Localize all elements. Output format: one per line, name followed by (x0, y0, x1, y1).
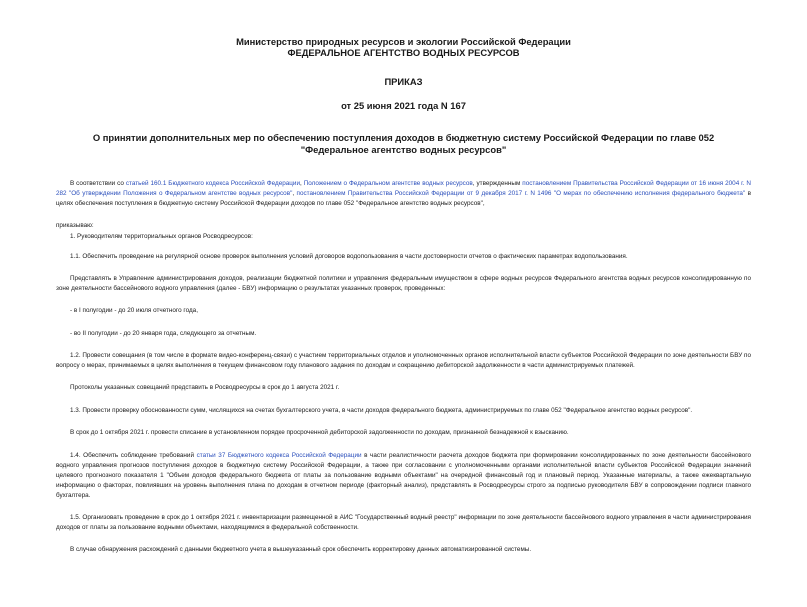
link-government-decree-282[interactable]: постановлением Правительства Российской Федерации от 16 июня 2004 г. N 282 "Об утверждении Положения о Федеральном агентстве водных ресурсов" (56, 180, 751, 197)
section-1-3: 1.3. Провести проверку обоснованности сумм, числящихся на счетах бухгалтерского учета, в части доходов федерального бюджета, администрируемых по главе 052 "Федеральное агентство водных ресурсов". (70, 407, 693, 414)
section-1-2: 1.2. Провести совещания (в том числе в формате видео-конференц-связи) с участием территориальных отделов и уполномоченных органов исполнительной власти субъектов Российской Федерации по зоне деятельности БВУ по вопросу о мерах, принимаемых в целях выполнения в текущем финансовом году планового задания по доходам и сокращению дебиторской задолженности в части администрируемых платежей. (56, 352, 751, 369)
paragraph-write-off: В срок до 1 октября 2021 г. провести списание в установленном порядке просроченной дебиторской задолженности по доходам, признанной безнадежной к взысканию. (70, 429, 569, 436)
section-text: в части реалистичности расчета доходов бюджета при формировании консолидированных по зоне деятельности бассейнового водного управления прогнозов поступления доходов в бюджетную систему Российской Федерации, а также при согласовании с уполномоченными органами исполнительной власти субъектов Российской Федерации значений целевого прогнозного показателя 1 "Объем доходов федерального бюджета от платы за пользование водными объектами" на очередной финансовый год и плановый период. Указанные материалы, а также ежеквартальную информацию о факторах, повлиявших на уровень выполнения плана по доходам в отчетном периоде (факторный анализ), представлять в Росводресурсы строго за подписью руководителя БВУ в сопровождении подписи главного бухгалтера. (56, 452, 751, 499)
section-1-4 (56, 451, 751, 501)
paragraph-discrepancies: В случае обнаружения расхождений с данными бюджетного учета в вышеуказанный срок обеспечить корректировку данных автоматизированной системы. (70, 546, 532, 553)
preamble-paragraph (56, 179, 751, 209)
section-text: 1.4. Обеспечить соблюдение требований (70, 452, 197, 459)
agency-name: ФЕДЕРАЛЬНОЕ АГЕНТСТВО ВОДНЫХ РЕСУРСОВ (287, 47, 520, 58)
document-type: ПРИКАЗ (384, 76, 423, 87)
link-government-decree-1496[interactable]: постановлением Правительства Российской Федерации от 9 декабря 2017 г. N 1496 "О мерах по обеспечению исполнения федерального бюджета" (296, 190, 746, 197)
ministry-name: Министерство природных ресурсов и экологии Российской Федерации (236, 36, 571, 47)
ministry-heading (56, 36, 751, 58)
paragraph-reporting: Представлять в Управление администрирования доходов, реализации бюджетной политики и управления федеральным имуществом в сфере водных ресурсов Федерального агентства водных ресурсов консолидированную по зоне деятельности бассейнового водного управления (далее - БВУ) информацию о результатах указанных проверок, проведенных: (56, 275, 751, 292)
section-1: 1. Руководителям территориальных органов Росводресурсов: (70, 233, 253, 240)
link-budget-code-art-160-1[interactable]: статьей 160.1 Бюджетного кодекса Российской Федерации (125, 180, 300, 187)
document-subject: О принятии дополнительных мер по обеспечению поступления доходов в бюджетную систему Российской Федерации по главе 052 "Федеральное агентство водных ресурсов" (92, 132, 715, 155)
document-page (0, 36, 807, 607)
preamble-text: , (292, 190, 297, 197)
list-item: - в I полугодии - до 20 июля отчетного года, (70, 307, 198, 314)
section-1-5: 1.5. Организовать проведение в срок до 1 октября 2021 г. инвентаризации размещенной в АИС "Государственный водный реестр" информации по зоне деятельности бассейнового водного управления в части администрирования доходов от платы за пользование водными объектами, находящимися в федеральной собственности. (56, 514, 751, 531)
section-1-1: 1.1. Обеспечить проведение на регулярной основе проверок выполнения условий договоров водопользования в части достоверности отчетов о фактических параметрах водопользования. (70, 253, 628, 260)
list-item: - во II полугодии - до 20 января года, следующего за отчетным. (70, 330, 257, 337)
paragraph-protocols: Протоколы указанных совещаний представить в Росводресурсы в срок до 1 августа 2021 г. (70, 384, 340, 391)
order-word: приказываю: (56, 222, 94, 229)
preamble-text: в целях обеспечения поступления в бюджетную систему Российской Федерации доходов по главе 052 "Федеральное агентство водных ресурсов", (56, 190, 751, 207)
document-date-number: от 25 июня 2021 года N 167 (341, 100, 466, 111)
document-body (56, 179, 751, 555)
link-agency-regulation[interactable]: Положением о Федеральном агентстве водных ресурсов (303, 180, 473, 187)
link-budget-code-art-37[interactable]: статьи 37 Бюджетного кодекса Российской Федерации (196, 452, 362, 459)
preamble-text: В соответствии со (70, 180, 126, 187)
preamble-text: , утвержденным (472, 180, 523, 187)
preamble-text: , (300, 180, 304, 187)
